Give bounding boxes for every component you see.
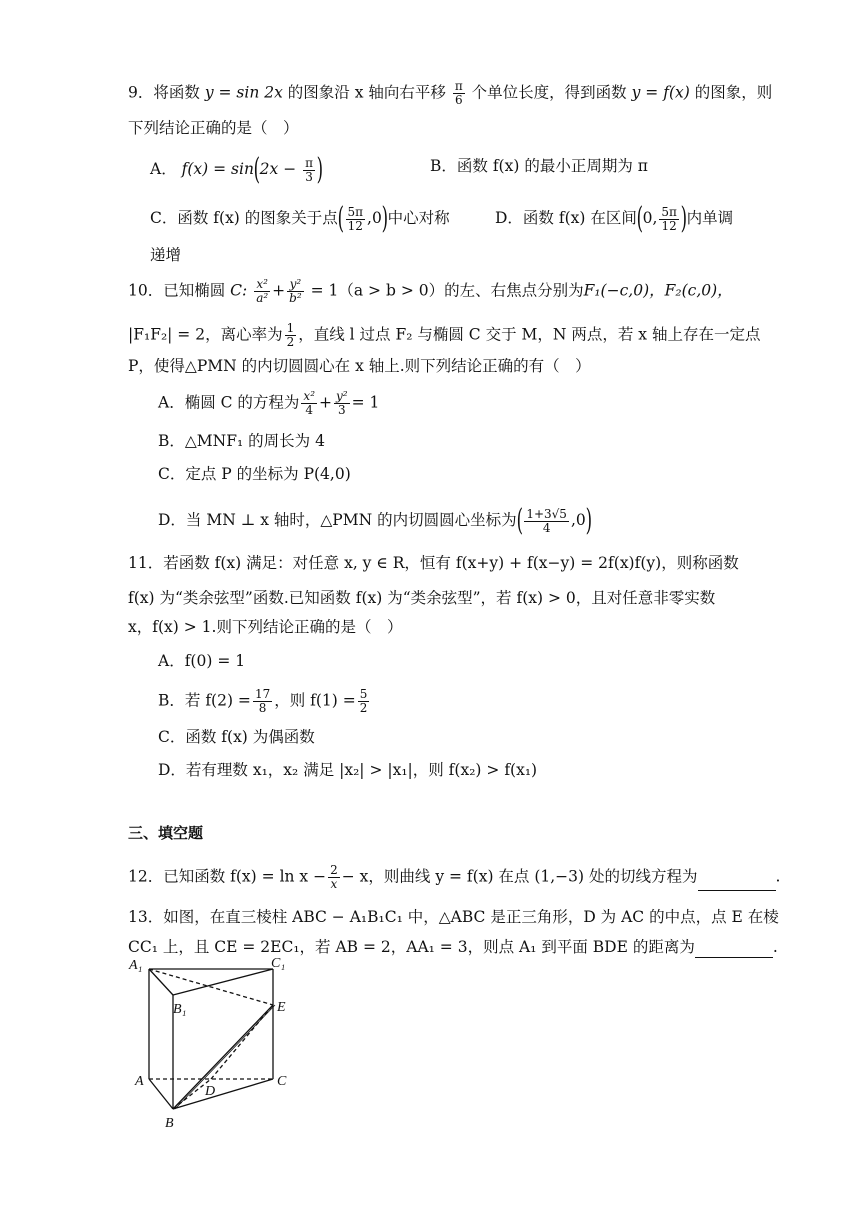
label-e: E xyxy=(277,1000,286,1015)
label-b: B xyxy=(165,1116,174,1131)
q9-option-a: A． f(x) = sin(2x − $\frac{\pi}{3}$ ) xyxy=(150,152,324,187)
q10-line2: |F₁F₂| = 2，离心率为 $\frac{1}{2}$ ，直线 l 过点 F₂ 与椭圆 C 交于 M，N 两点，若 x 轴上存在一定点 xyxy=(128,321,761,349)
q9-text: 9．将函数 xyxy=(128,83,200,102)
q11-option-d: D．若有理数 x₁，x₂ 满足 |x₂| > |x₁|，则 f(x₂) > f(x₁) xyxy=(158,761,538,779)
q10-option-d: D．当 MN ⊥ x 轴时，△PMN 的内切圆圆心坐标为( $\frac{1+3√5}{4}$ ,0) xyxy=(158,503,592,538)
q11-line1: 11．若函数 f(x) 满足：对任意 x, y ∈ R，恒有 f(x+y) + f(x−y) = 2f(x)f(y)，则称函数 xyxy=(128,554,739,572)
edge-ab xyxy=(149,1079,173,1109)
q10-option-a: A．椭圆 C 的方程为 $\frac{\text{x²}}{4}$ + $\frac{\text{y²}}{3}$ = 1 xyxy=(158,389,380,417)
q11-option-c: C．函数 f(x) 为偶函数 xyxy=(158,728,315,746)
prism-figure xyxy=(125,955,305,1135)
label-a: A xyxy=(135,1074,144,1089)
q9-option-d-cont: 递增 xyxy=(150,246,182,264)
q9-func: y = sin 2x xyxy=(204,83,283,102)
label-b1: B₁ xyxy=(173,1002,187,1017)
q13-line1: 13．如图，在直三棱柱 ABC − A₁B₁C₁ 中，△ABC 是正三角形，D 为 AC 的中点，点 E 在棱 xyxy=(128,908,779,926)
q11-option-b: B．若 f(2) = $\frac{17}{8}$ ，则 f(1) = $\frac{5}{2}$ xyxy=(158,687,368,715)
edge-a1b1 xyxy=(149,969,173,995)
q10-line1: 10．已知椭圆 C: $\frac{\text{x²}}{\text{a²}}$ + $\frac{\text{y²}}{\text{b²}}$ = 1（a > b > 0）的左、右焦点分别为F₁(−c,0)，F₂(c,0)， xyxy=(128,277,733,305)
label-a1: A₁ xyxy=(129,958,143,973)
q11-line2: f(x) 为“类余弦型”函数.已知函数 f(x) 为“类余弦型”，若 f(x) > 0，且对任意非零实数 xyxy=(128,589,716,607)
q9-option-b: B．函数 f(x) 的最小正周期为 π xyxy=(430,157,648,175)
q13-line2: CC₁ 上，且 CE = 2EC₁，若 AB = 2，AA₁ = 3，则点 A₁ 到平面 BDE 的距离为 . xyxy=(128,938,778,956)
q9-text-post: 个单位长度，得到函数 xyxy=(471,83,627,102)
section-title: 三、填空题 xyxy=(128,824,204,842)
q9-func2: y = f(x) xyxy=(631,83,690,102)
q12-answer-blank[interactable] xyxy=(698,874,776,891)
label-d: D xyxy=(205,1084,216,1099)
q10-option-c: C．定点 P 的坐标为 P(4,0) xyxy=(158,465,351,483)
q9-line1 xyxy=(128,80,772,107)
q9-line2: 下列结论正确的是（ ） xyxy=(128,119,299,137)
q10-option-b: B．△MNF₁ 的周长为 4 xyxy=(158,432,325,450)
q9-option-c: C．函数 f(x) 的图象关于点( $\frac{5\pi}{12}$ ,0)中心对称 xyxy=(150,201,450,236)
q9-option-d: D．函数 f(x) 在区间(0, $\frac{5\pi}{12}$ )内单调 xyxy=(495,201,734,236)
q9-text-end: 的图象，则 xyxy=(694,83,773,102)
q12-line: 12．已知函数 f(x) = ln x − $\frac{2}{x}$ − x，则曲线 y = f(x) 在点 (1,−3) 处的切线方程为 . xyxy=(128,863,781,891)
q9-text-mid: 的图象沿 x 轴向右平移 xyxy=(287,83,446,102)
q9-shift-fraction: $\frac{\pi}{6}$ xyxy=(454,79,463,107)
q11-line3: x，f(x) > 1.则下列结论正确的是（ ） xyxy=(128,618,403,636)
q11-option-a: A．f(0) = 1 xyxy=(158,652,246,670)
q10-line3: P，使得△PMN 的内切圆圆心在 x 轴上.则下列结论正确的有（ ） xyxy=(128,357,591,375)
label-c1: C₁ xyxy=(271,956,286,971)
label-c: C xyxy=(277,1074,287,1089)
segment-de xyxy=(211,1005,273,1079)
q13-answer-blank[interactable] xyxy=(695,941,773,958)
